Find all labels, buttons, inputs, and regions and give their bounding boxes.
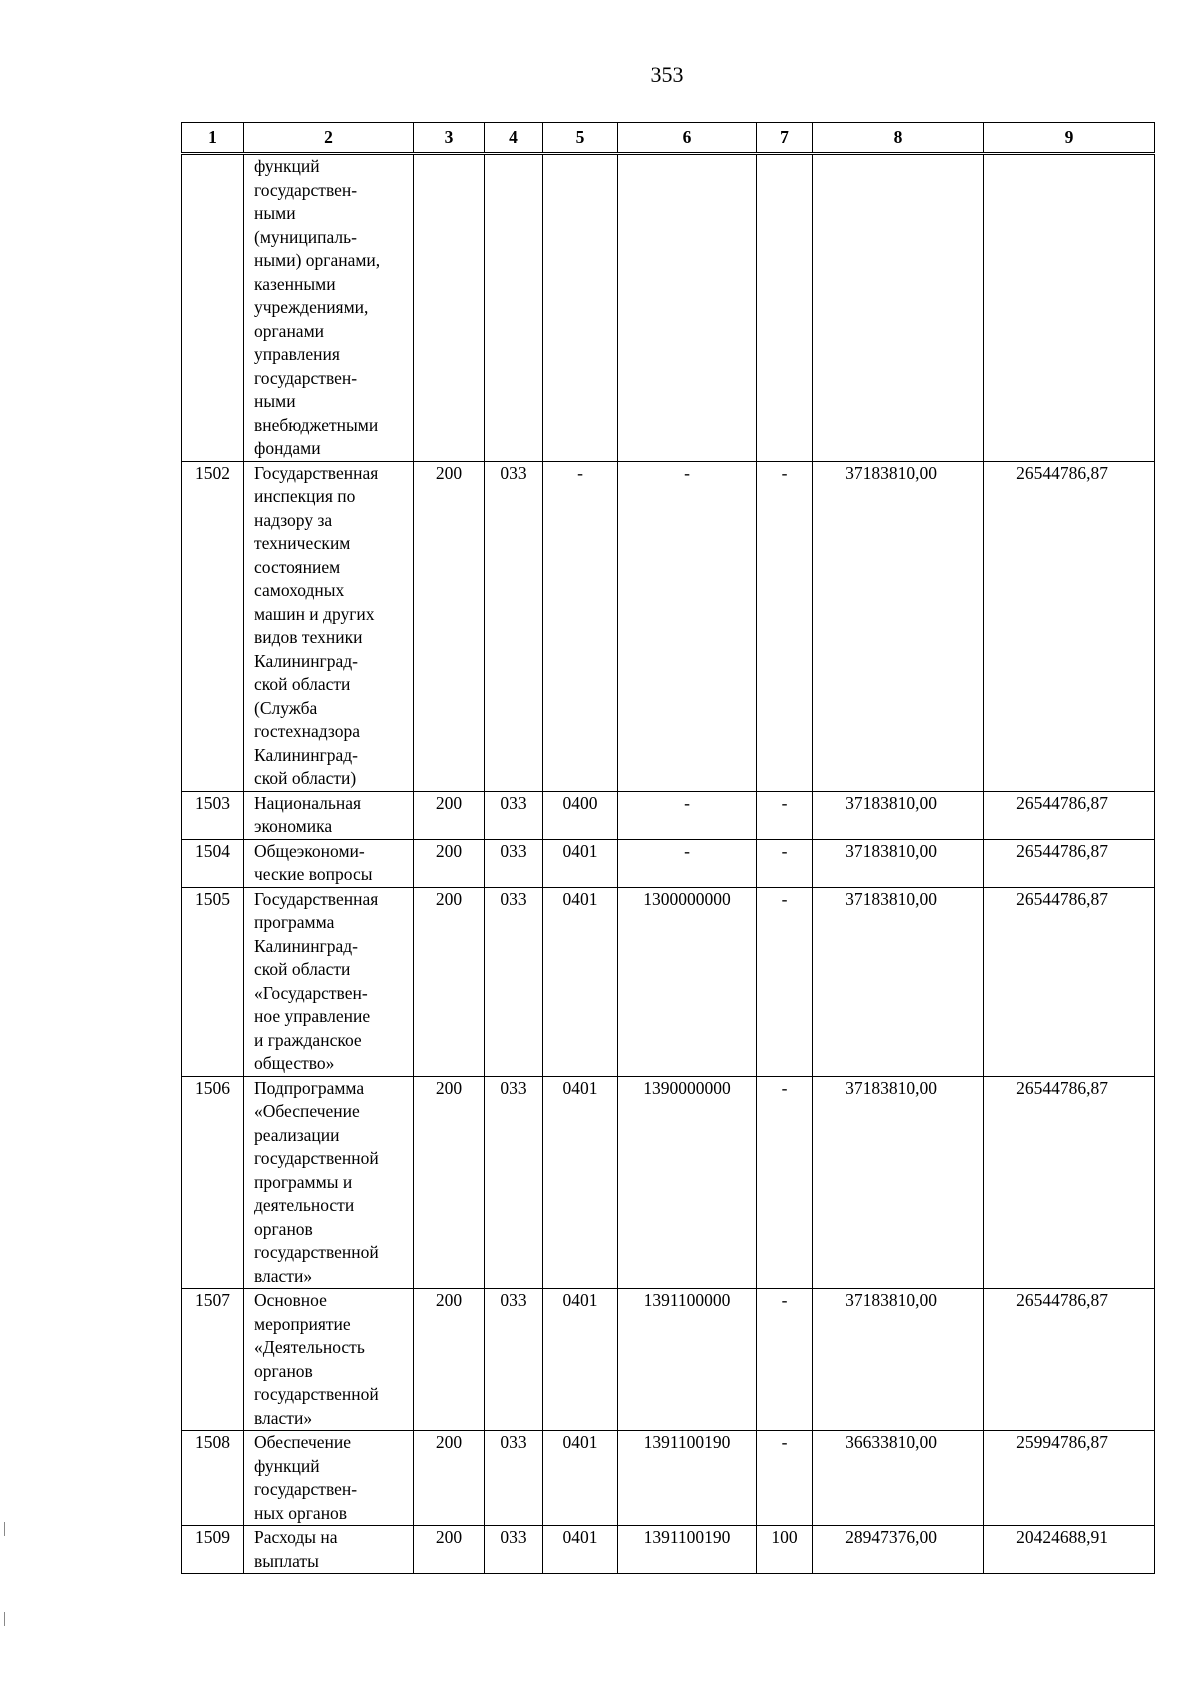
item-name-line: государствен- [254,367,358,388]
item-name-line: «Деятельность [254,1337,365,1357]
item-name-cell [244,1431,414,1526]
item-name-line: ными [254,203,296,223]
expense-type-cell: - [757,1431,813,1526]
item-name-line: программы и [254,1171,353,1192]
target-article-cell: 1390000000 [618,1076,757,1289]
item-name-cell [244,887,414,1076]
item-name-line: надзору за [254,509,333,530]
row-number-cell: 1506 [182,1076,244,1289]
item-name-cell [244,839,414,887]
code-4-cell: 033 [485,1431,543,1526]
item-name-line: общество» [254,1053,335,1073]
item-name-line: инспекция по [254,486,356,506]
amount-executed-cell: 26544786,87 [984,1289,1155,1431]
code-4-cell: 033 [485,1526,543,1574]
table-row [182,1431,1155,1526]
code-4-cell: 033 [485,461,543,791]
expense-type-cell: - [757,461,813,791]
code-4-cell: 033 [485,839,543,887]
item-name-line: государствен- [254,179,358,200]
row-number-cell: 1504 [182,839,244,887]
item-name-line: ными [254,391,296,411]
table-body [182,154,1155,1574]
item-name-line: управления [254,344,340,364]
target-article-cell: - [618,461,757,791]
item-name-line: реализации [254,1124,340,1145]
item-name-line: Государственная [254,888,379,909]
code-4-cell: 033 [485,791,543,839]
code-4-cell [485,154,543,462]
item-name-line: Расходы на [254,1527,338,1547]
item-name-line: ными) органами, [254,250,381,270]
item-name-line: Калининград- [254,935,358,956]
item-name-line: Обеспечение [254,1432,352,1452]
table-row [182,839,1155,887]
item-name-line: ных органов [254,1502,348,1523]
item-name-line: государственной [254,1384,379,1404]
amount-plan-cell: 37183810,00 [813,461,984,791]
expense-type-cell: - [757,791,813,839]
item-name-line: «Государствен- [254,982,368,1003]
item-name-line: государственной [254,1242,379,1262]
item-name-cell [244,461,414,791]
header-col-4: 4 [485,123,543,154]
item-name-line: Подпрограмма [254,1077,365,1098]
amount-plan-cell: 37183810,00 [813,887,984,1076]
code-4-cell: 033 [485,887,543,1076]
item-name-line: самоходных [254,580,345,600]
item-name-line: (Служба [254,697,318,718]
target-article-cell [618,154,757,462]
amount-executed-cell: 26544786,87 [984,839,1155,887]
row-number-cell [182,154,244,462]
item-name-line: ное управление [254,1006,371,1026]
amount-plan-cell: 37183810,00 [813,839,984,887]
target-article-cell: - [618,839,757,887]
expense-type-cell: - [757,1076,813,1289]
amount-plan-cell: 28947376,00 [813,1526,984,1574]
code-4-cell: 033 [485,1076,543,1289]
section-code-cell [543,154,618,462]
row-number-cell: 1505 [182,887,244,1076]
expense-type-cell [757,154,813,462]
expense-type-cell: - [757,839,813,887]
item-name-line: (муниципаль- [254,226,357,247]
section-code-cell: 0401 [543,839,618,887]
item-name-line: Калининград- [254,744,358,765]
item-name-line: выплаты [254,1550,319,1571]
row-number-cell: 1509 [182,1526,244,1574]
code-3-cell: 200 [414,839,485,887]
section-code-cell: 0401 [543,1431,618,1526]
section-code-cell: 0401 [543,887,618,1076]
section-code-cell: 0400 [543,791,618,839]
code-3-cell: 200 [414,1431,485,1526]
item-name-line: государственной [254,1148,379,1168]
amount-executed-cell: 26544786,87 [984,791,1155,839]
item-name-cell [244,1289,414,1431]
item-name-line: Национальная [254,792,362,813]
item-name-line: органов [254,1218,313,1239]
scan-margin-mark [4,1522,5,1536]
item-name-line: программа [254,912,335,932]
item-name-line: Государственная [254,462,379,483]
code-3-cell: 200 [414,1289,485,1431]
amount-executed-cell: 25994786,87 [984,1431,1155,1526]
item-name-line: ческие вопросы [254,864,373,884]
section-code-cell: - [543,461,618,791]
item-name-cell [244,154,414,462]
row-number-cell: 1502 [182,461,244,791]
item-name-line: внебюджетными [254,414,379,435]
item-name-line: органами [254,320,325,341]
header-col-3: 3 [414,123,485,154]
header-col-7: 7 [757,123,813,154]
target-article-cell: 1391100000 [618,1289,757,1431]
table-row [182,791,1155,839]
item-name-line: власти» [254,1407,313,1428]
item-name-line: учреждениями, [254,297,369,317]
item-name-line: казенными [254,273,336,294]
amount-executed-cell [984,154,1155,462]
amount-executed-cell: 26544786,87 [984,1076,1155,1289]
page-number: 353 [650,62,684,87]
code-3-cell: 200 [414,791,485,839]
item-name-line: и гражданское [254,1029,362,1050]
item-name-line: функций [254,156,320,176]
code-3-cell: 200 [414,461,485,791]
amount-plan-cell [813,154,984,462]
expense-type-cell: - [757,1289,813,1431]
header-col-5: 5 [543,123,618,154]
code-4-cell: 033 [485,1289,543,1431]
target-article-cell: - [618,791,757,839]
amount-plan-cell: 36633810,00 [813,1431,984,1526]
table-row [182,887,1155,1076]
item-name-line: техническим [254,533,351,553]
code-3-cell: 200 [414,1076,485,1289]
budget-table [181,122,1155,1574]
item-name-line: экономика [254,816,333,836]
item-name-line: ской области) [254,768,357,788]
item-name-line: фондами [254,438,321,458]
amount-plan-cell: 37183810,00 [813,1076,984,1289]
target-article-cell: 1300000000 [618,887,757,1076]
item-name-line: деятельности [254,1195,355,1215]
item-name-line: Общеэкономи- [254,840,365,861]
target-article-cell: 1391100190 [618,1431,757,1526]
code-3-cell [414,154,485,462]
amount-executed-cell: 26544786,87 [984,461,1155,791]
item-name-line: Основное [254,1290,327,1310]
table-row [182,154,1155,462]
section-code-cell: 0401 [543,1076,618,1289]
row-number-cell: 1507 [182,1289,244,1431]
header-col-1: 1 [182,123,244,154]
expense-type-cell: - [757,887,813,1076]
code-3-cell: 200 [414,887,485,1076]
row-number-cell: 1503 [182,791,244,839]
item-name-line: ской области [254,674,351,694]
item-name-line: видов техники [254,627,363,647]
code-3-cell: 200 [414,1526,485,1574]
amount-executed-cell: 20424688,91 [984,1526,1155,1574]
header-row [182,123,1155,154]
item-name-line: состоянием [254,556,341,577]
table-row [182,1076,1155,1289]
item-name-line: машин и других [254,603,375,624]
item-name-line: государствен- [254,1479,358,1499]
item-name-line: ской области [254,959,351,979]
table-row [182,1289,1155,1431]
row-number-cell: 1508 [182,1431,244,1526]
header-col-9: 9 [984,123,1155,154]
target-article-cell: 1391100190 [618,1526,757,1574]
table-row [182,461,1155,791]
item-name-cell [244,1526,414,1574]
item-name-line: власти» [254,1265,313,1286]
item-name-line: мероприятие [254,1313,351,1334]
item-name-cell [244,791,414,839]
item-name-line: органов [254,1360,313,1381]
header-col-6: 6 [618,123,757,154]
item-name-line: функций [254,1455,320,1476]
item-name-line: «Обеспечение [254,1101,360,1121]
item-name-line: гостехнадзора [254,721,360,741]
item-name-cell [244,1076,414,1289]
amount-executed-cell: 26544786,87 [984,887,1155,1076]
table-row [182,1526,1155,1574]
item-name-line: Калининград- [254,650,358,671]
section-code-cell: 0401 [543,1526,618,1574]
section-code-cell: 0401 [543,1289,618,1431]
expense-type-cell: 100 [757,1526,813,1574]
table-header [182,123,1155,154]
scan-margin-mark [4,1612,5,1626]
amount-plan-cell: 37183810,00 [813,1289,984,1431]
amount-plan-cell: 37183810,00 [813,791,984,839]
header-col-2: 2 [244,123,414,154]
header-col-8: 8 [813,123,984,154]
